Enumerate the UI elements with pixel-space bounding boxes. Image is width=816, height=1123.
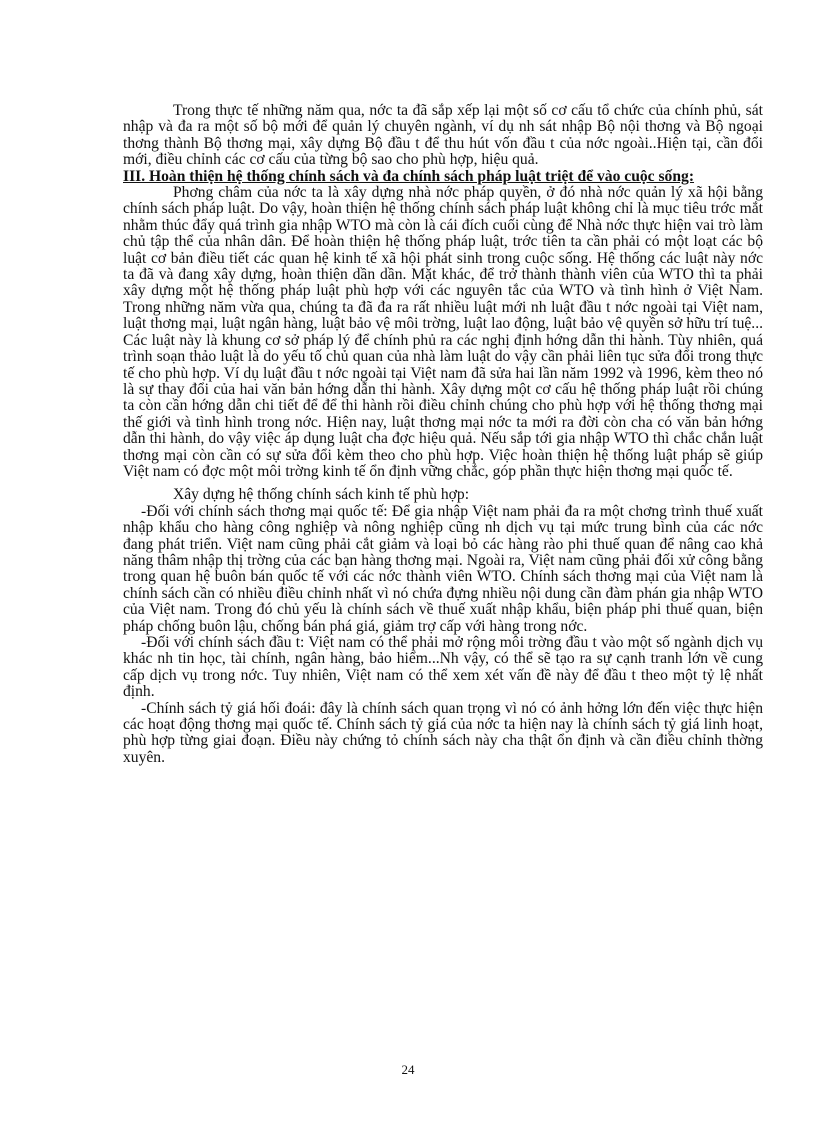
section-heading-iii: III. Hoàn thiện hệ thống chính sách và đa chính sách pháp luật triệt để vào cuộc sống: [123, 167, 695, 185]
page-body [123, 103, 763, 766]
page-number: 24 [401, 1062, 415, 1077]
paragraph-restructuring: Trong thực tế những năm qua, nớc ta đã sắp xếp lại một số cơ cấu tổ chức của chính phủ, sát nhập và đa ra một số bộ mới để quản lý chuyên ngành, ví dụ nh sát nhập Bộ nội thơng và Bộ ngoại thơng thành Bộ thơng mại, xây dựng Bộ đầu t để thu hút vốn đầu t của nớc ngoài..Hiện tại, cần đổi mới, điều chỉnh các cơ cấu của từng bộ sao cho phù hợp, hiệu quả. [123, 102, 763, 169]
paragraph-trade-policy: -Đối với chính sách thơng mại quốc tế: Để gia nhập Việt nam phải đa ra một chơng trình thuế xuất nhập khẩu cho hàng công nghiệp và nông nghiệp cũng nh dịch vụ tại mức trung bình của các nớc đang phát triển. Việt nam cũng phải cắt giảm và loại bỏ các hàng rào phi thuế quan để nâng cao khả năng thâm nhập thị trờng của các bạn hàng thơng mại. Ngoài ra, Việt nam cũng phải đối xử công bằng trong quan hệ buôn bán quốc tế với các nớc thành viên WTO. Chính sách thơng mại của Việt nam là chính sách cần có nhiều điều chỉnh nhất vì nó chứa đựng nhiều nội dung cần đàm phán gia nhập WTO của Việt nam. Trong đó chủ yếu là chính sách về thuế xuất nhập khẩu, biện pháp phi thuế quan, biện pháp chống buôn lậu, chống bán phá giá, giảm trợ cấp với hàng trong nớc. [123, 502, 763, 635]
paragraph-investment-policy: -Đối với chính sách đầu t: Việt nam có thể phải mở rộng môi trờng đầu t vào một số ngành dịch vụ khác nh tin học, tài chính, ngân hàng, bảo hiểm...Nh vậy, có thể sẽ tạo ra sự cạnh tranh lớn về cung cấp dịch vụ trong nớc. Tuy nhiên, Việt nam có thể xem xét vấn đề này để đầu t theo một tỷ lệ nhất định. [123, 634, 763, 701]
paragraph-economic-policy-intro: Xây dựng hệ thống chính sách kinh tế phù hợp: [173, 486, 470, 504]
paragraph-exchange-rate-policy: -Chính sách tỷ giá hối đoái: đây là chính sách quan trọng vì nó có ảnh hởng lớn đến việc thực hiện các hoạt động thơng mại quốc tế. Chính sách tỷ giá của nớc ta hiện nay là chính sách tỷ giá linh hoạt, phù hợp từng giai đoạn. Điều này chứng tỏ chính sách này cha thật ổn định và cần điều chỉnh thờng xuyên. [123, 699, 763, 766]
paragraph-legal-system: Phơng châm của nớc ta là xây dựng nhà nớc pháp quyền, ở đó nhà nớc quản lý xã hội bằng chính sách pháp luật. Do vậy, hoàn thiện hệ thống chính sách pháp luật không chỉ là mục tiêu trớc mắt nhằm thúc đẩy quá trình gia nhập WTO mà còn là cái đích cuối cùng để Nhà nớc thực hiện vai trò làm chủ tập thể của nhân dân. Để hoàn thiện hệ thống pháp luật, trớc tiên ta cần phải có một loạt các bộ luật cơ bản điều tiết các quan hệ kinh tế xã hội phát sinh trong cuộc sống. Hệ thống các luật này nớc ta đã và đang xây dựng, hoàn thiện dần dần. Mặt khác, để trở thành thành viên của WTO thì ta phải xây dựng một hệ thống pháp luật phù hợp với các nguyên tắc của WTO và tình hình ở Việt Nam. Trong những năm vừa qua, chúng ta đã đa ra rất nhiều luật mới nh luật đầu t nớc ngoài tại Việt nam, luật thơng mại, luật ngân hàng, luật bảo vệ môi trờng, luật lao động, luật bảo vệ quyền sở hữu trí tuệ... Các luật này là khung cơ sở pháp lý để chính phủ ra các nghị định hớng dẫn thi hành. Tùy nhiên, quá trình soạn thảo luật là do yếu tố chủ quan của nhà làm luật do vậy cần phải liên tục sửa đổi trong thực tế cho phù hợp. Ví dụ luật đầu t nớc ngoài tại Việt nam đã sửa hai lần năm 1992 và 1996, kèm theo nó là sự thay đổi của hai văn bản hớng dẫn thi hành. Xây dựng một cơ cấu hệ thống pháp luật rồi chúng ta còn cần hớng dẫn chi tiết để để thi hành rồi điều chỉnh chúng cho phù hợp với hệ thống thơng mại thế giới và tình hình trong nớc. Hiện nay, luật thơng mại nớc ta mới ra đời còn cha có văn bản hớng dẫn thi hành, do vậy việc áp dụng luật cha đợc hiệu quả. Nếu sắp tới gia nhập WTO thì chắc chắn luật thơng mại còn cần có sự sửa đổi kèm theo cho phù hợp. Việc hoàn thiện hệ thống luật pháp sẽ giúp Việt nam có đợc một môi trờng kinh tế ổn định vững chắc, góp phần thực hiện thơng mại quốc tế. [123, 184, 763, 480]
